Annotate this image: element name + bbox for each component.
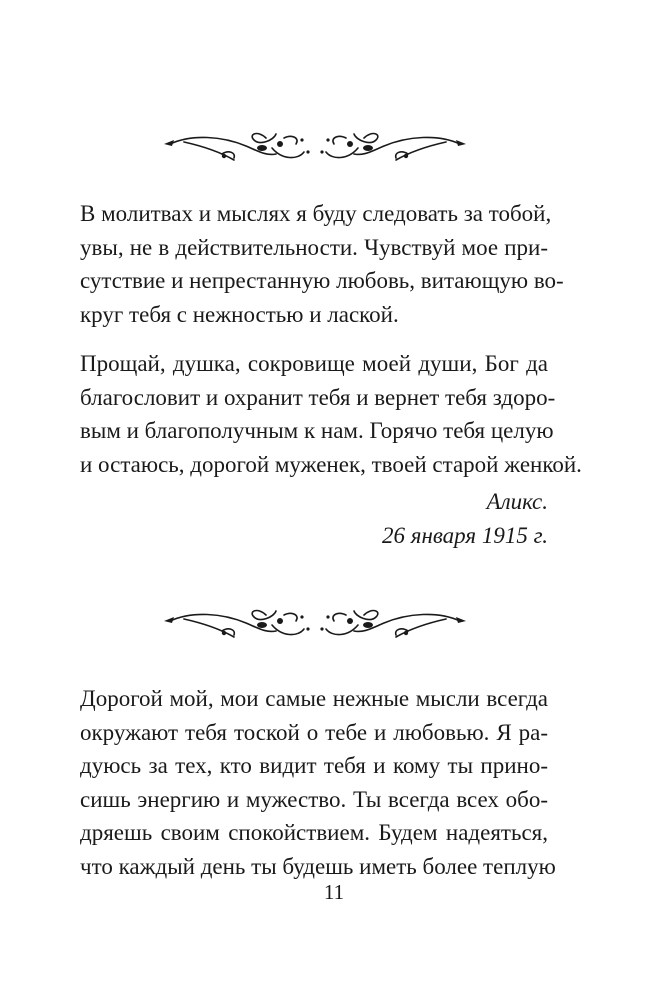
text-line: сишь энергию и мужество. Ты всегда всех обо- — [80, 786, 548, 812]
text-line: благословит и охранит тебя и вернет тебя здоро- — [80, 384, 556, 410]
text-line: В молитвах и мыслях я буду следовать за тобой, — [80, 201, 552, 226]
text-line: Прощай, душка, сокровище моей души, Бог да — [80, 351, 548, 376]
text-line: что каждый день ты будешь иметь более теплую — [80, 853, 556, 879]
text-line: сутствие и непрестанную любовь, витающую во- — [80, 268, 564, 293]
text-line: круг тебя с нежностью и лаской. — [80, 301, 399, 327]
text-line: и остаюсь, дорогой муженек, твоей старой женкой. — [80, 451, 582, 477]
letter-signature — [382, 485, 548, 552]
text-line: окружают тебя тоской о тебе и любовью. Я ра- — [80, 719, 548, 745]
text-line: дряешь своим спокойствием. Будем надеяться, — [80, 820, 548, 845]
text-line: вым и благополучным к нам. Горячо тебя целую — [80, 418, 554, 443]
signature-date: 26 января 1915 г. — [382, 522, 548, 548]
text-line: дуюсь за тех, кто видит тебя и кому ты прино- — [80, 753, 548, 778]
paragraph-3 — [80, 682, 556, 883]
floral-divider-icon — [162, 603, 468, 643]
paragraph-2 — [80, 347, 582, 481]
text-line: Дорогой мой, мои самые нежные мысли всегда — [80, 686, 548, 711]
paragraph-1 — [80, 197, 564, 331]
signature-name: Аликс. — [486, 489, 548, 514]
page-number: 11 — [323, 880, 345, 904]
text-line: увы, не в действительности. Чувствуй мое при- — [80, 234, 548, 260]
floral-divider-icon — [162, 126, 468, 166]
